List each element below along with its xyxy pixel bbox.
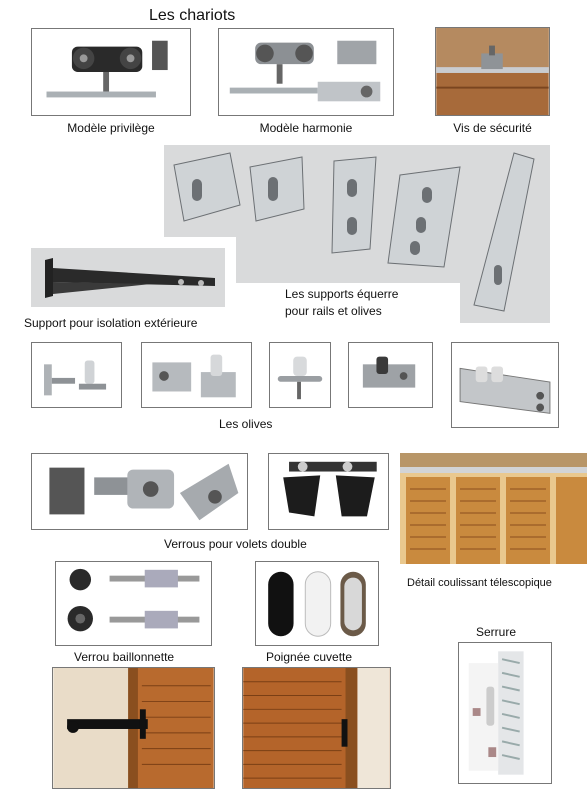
photo-modele-privilege: [31, 28, 191, 116]
photo-poignee-cuvette: [255, 561, 379, 646]
caption-vis-securite: Vis de sécurité: [453, 121, 532, 135]
caption-supports-line2: pour rails et olives: [285, 304, 382, 318]
caption-modele-harmonie: Modèle harmonie: [259, 121, 353, 135]
caption-serrure: Serrure: [476, 625, 517, 639]
photo-bois-serrure: [242, 667, 391, 789]
photo-olive-1: [31, 342, 122, 408]
photo-verrous-1: [31, 453, 248, 530]
photo-serrure: [458, 642, 552, 784]
caption-poignee-cuvette: Poignée cuvette: [266, 650, 353, 664]
photo-olive-3: [269, 342, 331, 408]
photo-modele-harmonie: [218, 28, 394, 116]
photo-vis-securite: [435, 27, 550, 116]
page-title: Les chariots: [149, 7, 236, 24]
photo-support-isolation: [31, 248, 225, 307]
photo-olive-2: [141, 342, 252, 408]
photo-coulissant-telescopique: [400, 453, 587, 564]
photo-verrou-baillonnette: [55, 561, 212, 646]
photo-bois-verrou: [52, 667, 215, 789]
caption-support-isolation: Support pour isolation extérieure: [24, 316, 198, 330]
photo-olive-5: [451, 342, 559, 428]
caption-verrous: Verrous pour volets double: [164, 537, 307, 551]
photo-olive-4: [348, 342, 433, 408]
caption-modele-privilege: Modèle privilège: [67, 121, 155, 135]
caption-supports-line1: Les supports équerre: [285, 287, 399, 301]
photo-verrous-2: [268, 453, 389, 530]
caption-olives: Les olives: [219, 417, 273, 431]
caption-verrou-baillonnette: Verrou baillonnette: [74, 650, 175, 664]
caption-coulissant: Détail coulissant télescopique: [407, 577, 552, 589]
